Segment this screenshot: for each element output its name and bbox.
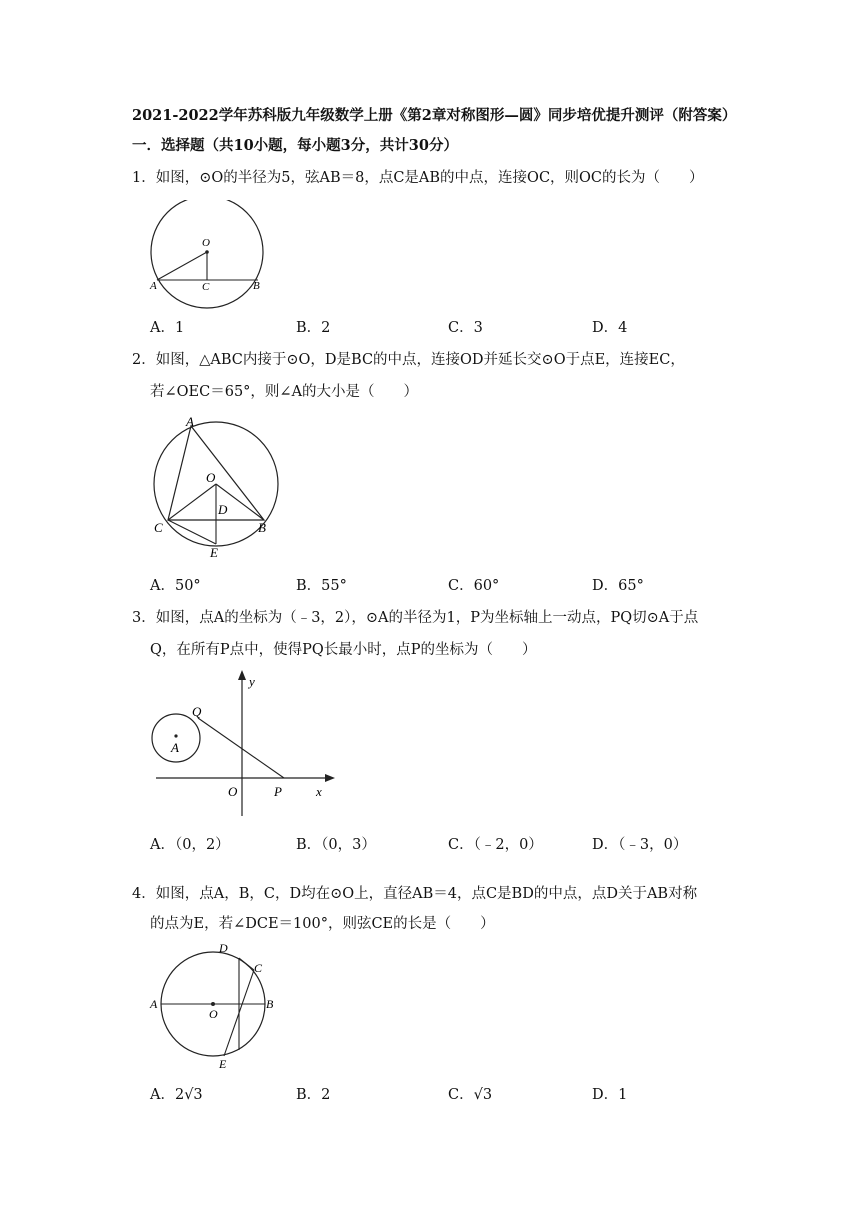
q1-option-c: C．3 (448, 320, 483, 336)
q3-option-a: A．（0，2） (150, 837, 230, 853)
q3-option-d: D．（﹣3，0） (592, 837, 688, 853)
q1-option-a: A．1 (150, 320, 185, 336)
section-heading: 一．选择题（共10小题，每小题3分，共计30分） (132, 137, 458, 154)
fig3-label-o: O (228, 784, 238, 799)
fig2-label-c: C (154, 520, 163, 535)
q1-option-d: D．4 (592, 320, 628, 336)
question-4-text-line2: 的点为E，若∠DCE＝100°，则弦CE的长是（ ） (150, 916, 495, 932)
q2-option-c: C．60° (448, 578, 500, 594)
q4-option-d: D．1 (592, 1087, 628, 1103)
fig3-label-y: y (249, 674, 255, 689)
fig2-label-b: B (258, 520, 266, 535)
question-3-text-line2: Q，在所有P点中，使得PQ长最小时，点P的坐标为（ ） (150, 642, 537, 658)
document-title: 2021-2022学年苏科版九年级数学上册《第2章对称图形—圆》同步培优提升测评（附答案） (132, 107, 737, 124)
q2-option-d: D．65° (592, 578, 644, 594)
question-4-figure (146, 940, 286, 1075)
fig4-label-d: D (219, 941, 228, 955)
q3-option-b: B．（0，3） (296, 837, 376, 853)
q4-option-b: B．2 (296, 1087, 331, 1103)
q3-option-c: C．（﹣2，0） (448, 837, 543, 853)
question-1-figure (140, 200, 280, 310)
fig4-label-c: C (254, 961, 263, 975)
fig4-label-b: B (266, 997, 274, 1011)
question-4-text-line1: 4．如图，点A，B，C，D均在⊙O上，直径AB＝4，点C是BD的中点，点D关于AB对称 (132, 886, 698, 902)
q2-option-b: B．55° (296, 578, 347, 594)
question-1-text: 1．如图，⊙O的半径为5，弦AB＝8，点C是AB的中点，连接OC，则OC的长为（ ） (132, 170, 704, 186)
q4-option-c: C．√3 (448, 1087, 493, 1103)
question-3-text-line1: 3．如图，点A的坐标为（﹣3，2），⊙A的半径为1，P为坐标轴上一动点，PQ切⊙A于点 (132, 610, 699, 626)
fig4-label-a: A (150, 997, 158, 1011)
question-2-figure (146, 412, 286, 562)
fig3-label-x: x (316, 784, 322, 799)
fig3-label-a: A (171, 740, 179, 755)
fig1-label-c: C (202, 281, 210, 293)
fig3-label-p: P (274, 784, 282, 799)
question-2-text-line1: 2．如图，△ABC内接于⊙O，D是BC的中点，连接OD并延长交⊙O于点E，连接EC， (132, 352, 685, 368)
question-2-text-line2: 若∠OEC＝65°，则∠A的大小是（ ） (150, 384, 419, 400)
fig1-label-b: B (253, 280, 260, 292)
fig2-label-o: O (206, 470, 216, 485)
question-3-figure (146, 668, 346, 818)
fig4-label-e: E (219, 1057, 227, 1071)
fig2-label-e: E (210, 545, 218, 560)
fig3-label-q: Q (192, 704, 202, 719)
q2-option-a: A．50° (150, 578, 201, 594)
fig4-label-o: O (209, 1007, 218, 1021)
fig2-label-a: A (186, 414, 194, 429)
fig1-label-a: A (150, 280, 157, 292)
q4-option-a: A．2√3 (150, 1087, 203, 1103)
fig1-label-o: O (202, 237, 210, 249)
q1-option-b: B．2 (296, 320, 331, 336)
fig2-label-d: D (218, 502, 228, 517)
